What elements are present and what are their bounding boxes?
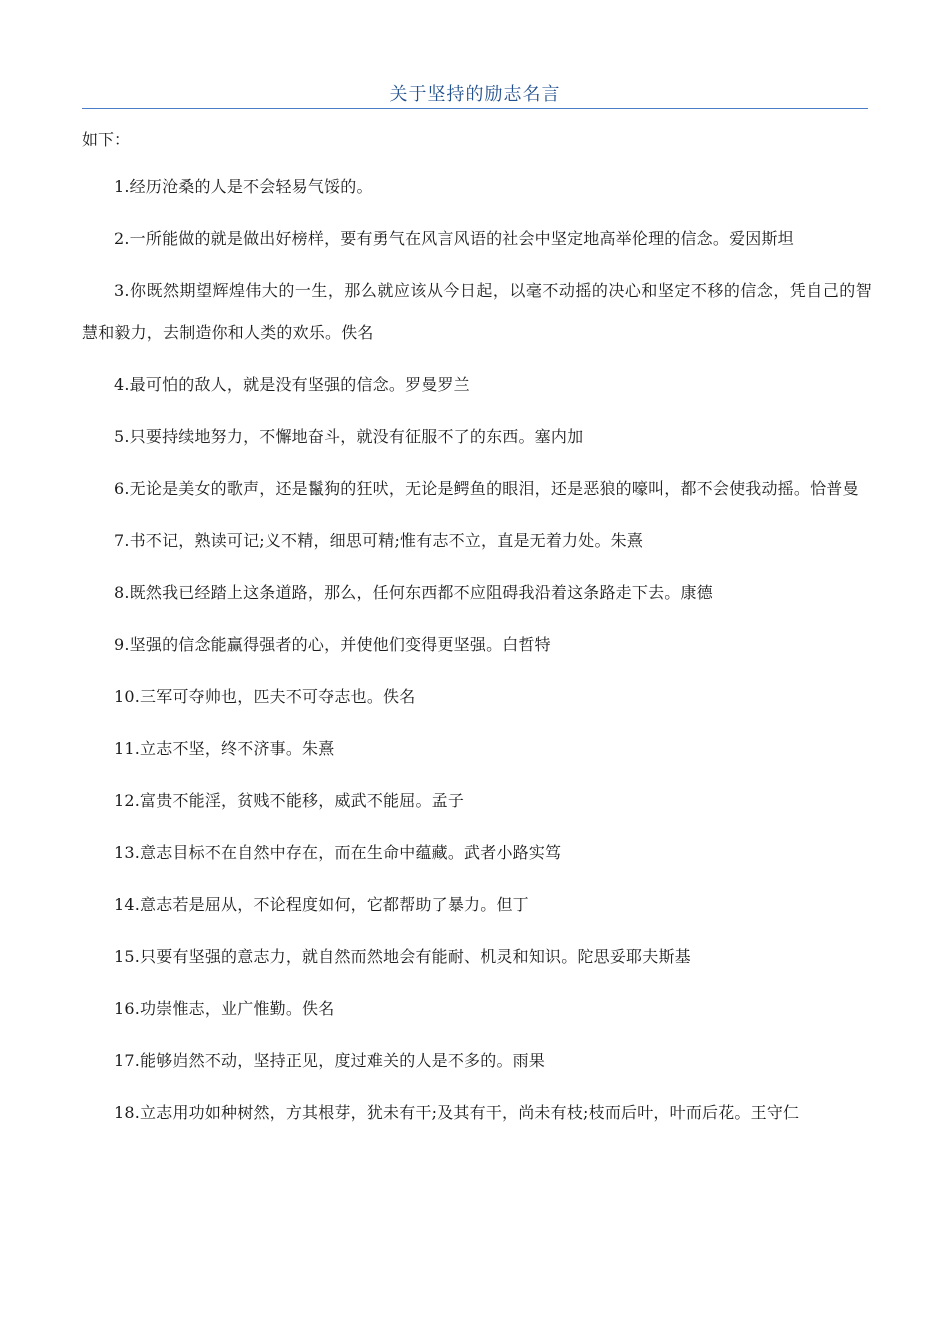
quote-item: 16.功崇惟志，业广惟勤。佚名 [114,999,335,1018]
quote-item: 18.立志用功如种树然，方其根芽，犹未有干;及其有干，尚未有枝;枝而后叶，叶而后花。王守仁 [114,1103,800,1122]
quote-item: 12.富贵不能淫，贫贱不能移，威武不能屈。孟子 [114,791,465,810]
quote-item: 5.只要持续地努力，不懈地奋斗，就没有征服不了的东西。塞内加 [114,427,584,446]
quote-item: 15.只要有坚强的意志力，就自然而然地会有能耐、机灵和知识。陀思妥耶夫斯基 [114,947,691,966]
quote-item: 7.书不记，熟读可记;义不精，细思可精;惟有志不立，直是无着力处。朱熹 [114,531,644,550]
quote-item: 8.既然我已经踏上这条道路，那么，任何东西都不应阻碍我沿着这条路走下去。康德 [114,583,713,602]
quote-item: 11.立志不坚，终不济事。朱熹 [114,739,335,758]
quote-list [82,166,872,1144]
quote-item: 2.一所能做的就是做出好榜样，要有勇气在风言风语的社会中坚定地高举伦理的信念。爱因斯坦 [114,229,794,248]
document-title: 关于坚持的励志名言 [389,84,561,105]
intro-text: 如下： [82,130,131,149]
quote-item: 14.意志若是屈从，不论程度如何，它都帮助了暴力。但丁 [114,895,529,914]
quote-item: 13.意志目标不在自然中存在，而在生命中蕴藏。武者小路实笃 [114,843,562,862]
quote-item: 17.能够岿然不动，坚持正见，度过难关的人是不多的。雨果 [114,1051,546,1070]
title-divider [82,108,868,109]
quote-item: 1.经历沧桑的人是不会轻易气馁的。 [114,177,373,196]
quote-item: 6.无论是美女的歌声，还是鬣狗的狂吠，无论是鳄鱼的眼泪，还是恶狼的嚎叫，都不会使我动摇。恰普曼 [114,479,859,498]
quote-item: 3.你既然期望辉煌伟大的一生，那么就应该从今日起，以毫不动摇的决心和坚定不移的信念，凭自己的智慧和毅力，去制造你和人类的欢乐。佚名 [82,281,872,342]
quote-item: 4.最可怕的敌人，就是没有坚强的信念。罗曼罗兰 [114,375,470,394]
quote-item: 10.三军可夺帅也，匹夫不可夺志也。佚名 [114,687,416,706]
quote-item: 9.坚强的信念能赢得强者的心，并使他们变得更坚强。白哲特 [114,635,551,654]
